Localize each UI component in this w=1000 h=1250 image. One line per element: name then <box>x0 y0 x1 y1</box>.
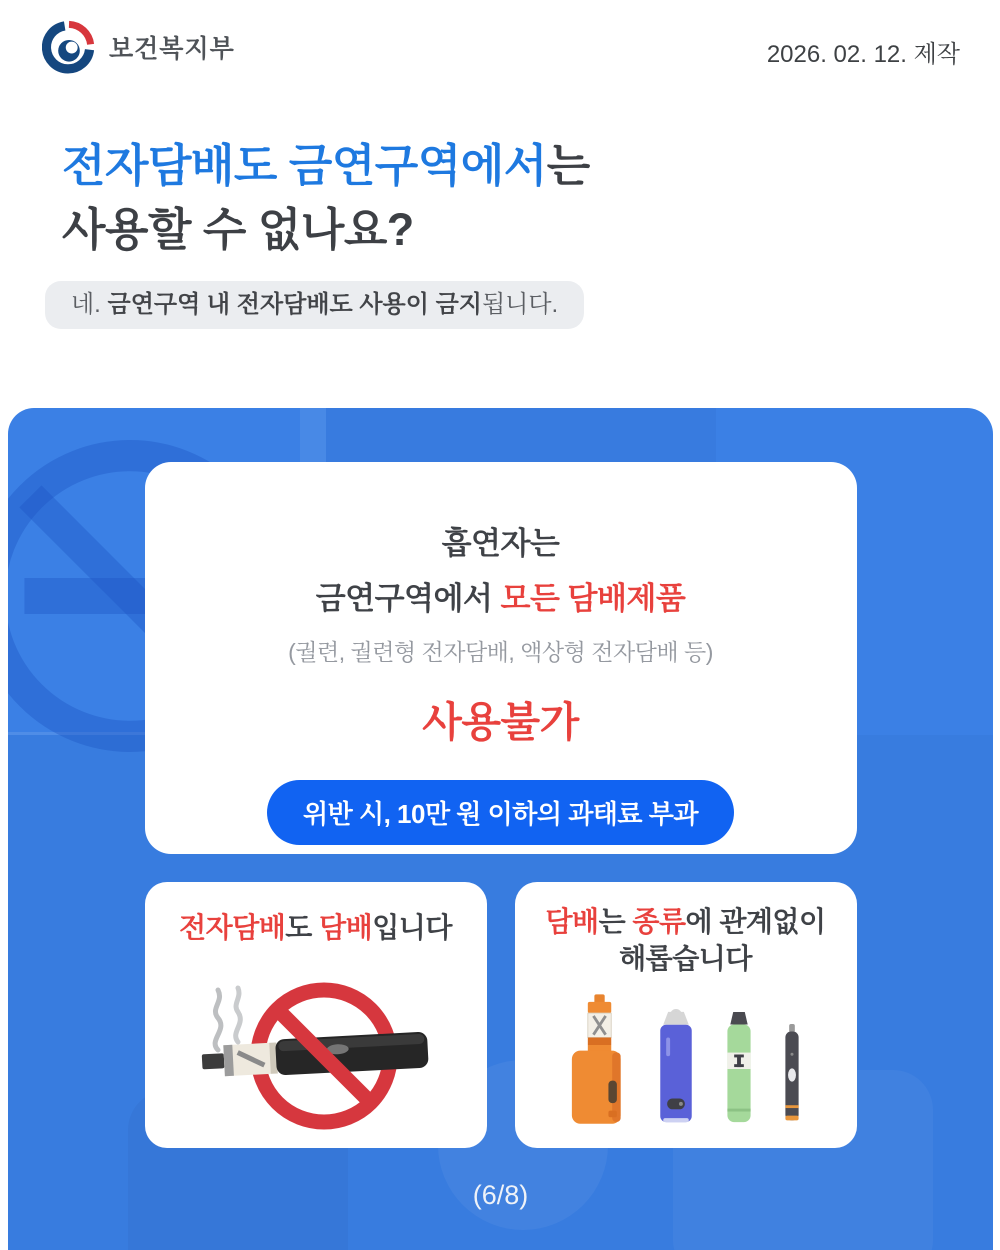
no-smoking-ecigarette-icon <box>166 958 466 1140</box>
penalty-badge: 위반 시, 10만 원 이하의 과태료 부과 <box>267 780 734 845</box>
answer-prefix: 네. <box>71 291 108 318</box>
left-card-title-red1: 전자담배 <box>179 912 286 943</box>
ecigarette-is-tobacco-card <box>145 882 487 1148</box>
left-card-title-plain1: 도 <box>285 912 320 943</box>
bottom-cards-row <box>145 882 857 1148</box>
right-card-title-plain1: 는 <box>598 906 633 937</box>
all-tobacco-harmful-card <box>515 882 857 1148</box>
right-card-title <box>515 904 857 978</box>
org-name: 보건복지부 <box>109 35 235 63</box>
right-card-title-red1: 담배 <box>545 906 599 937</box>
right-card-title-plain2: 에 관계없이 <box>685 906 826 937</box>
creation-date: 2026. 02. 12. 제작 <box>766 41 960 68</box>
left-card-title-red2: 담배 <box>319 912 373 943</box>
rule-emphasis: 사용불가 <box>422 699 579 745</box>
right-card-title-line2: 해롭습니다 <box>619 942 752 974</box>
pen-vape-icon <box>722 1012 756 1126</box>
rule-line1: 흡연자는 <box>441 526 560 561</box>
mohw-government-logo-icon <box>42 20 96 74</box>
page-number: (6/8) <box>472 1180 529 1210</box>
answer-suffix: 됩니다. <box>481 291 559 318</box>
info-panel <box>8 408 993 1250</box>
left-card-title-plain2: 입니다 <box>372 912 452 943</box>
rule-line2-red: 모든 담배제품 <box>500 581 686 616</box>
title-line2: 사용할 수 없나요? <box>62 203 414 255</box>
vape-devices-illustration <box>515 994 857 1126</box>
right-card-title-red2: 종류 <box>632 906 686 937</box>
rule-line2-plain: 금연구역에서 <box>315 581 501 616</box>
rule-line2 <box>145 573 857 618</box>
rule-card <box>145 462 857 854</box>
pod-vape-icon <box>656 1008 696 1126</box>
page-title <box>62 134 590 262</box>
box-mod-vape-icon <box>570 994 630 1126</box>
left-card-title <box>145 910 487 947</box>
title-highlight: 전자담배도 금연구역에서 <box>62 140 547 191</box>
answer-bold: 금연구역 내 전자담배도 사용이 금지 <box>107 291 482 318</box>
header-branding <box>42 20 235 74</box>
title-rest: 는 <box>546 140 590 191</box>
slim-vape-icon <box>782 1024 802 1126</box>
answer-box <box>45 281 584 329</box>
rule-subnote: (궐련, 궐련형 전자담배, 액상형 전자담배 등) <box>288 639 713 665</box>
